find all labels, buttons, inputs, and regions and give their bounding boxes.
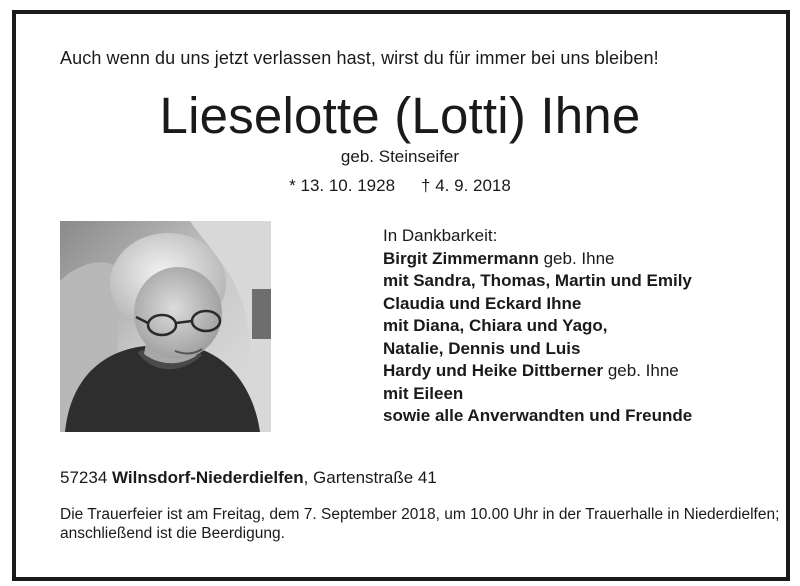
ceremony-info: Die Trauerfeier ist am Freitag, dem 7. September 2018, um 10.00 Uhr in der Trauerhalle in Niederdielfen; anschließend ist die Beerdigung.: [60, 506, 780, 542]
maiden-name: geb. Steinseifer: [340, 147, 460, 166]
motto-text: Auch wenn du uns jetzt verlassen hast, wirst du für immer bei uns bleiben!: [60, 48, 659, 68]
mourner-line: mit Eileen: [383, 383, 464, 403]
birth-date: * 13. 10. 1928: [289, 176, 396, 195]
address-street: , Gartenstraße 41: [303, 468, 437, 487]
mourner-line: Birgit Zimmermann geb. Ihne: [383, 248, 615, 268]
mourners-heading: In Dankbarkeit:: [383, 226, 498, 245]
address-town: Wilnsdorf-Niederdielfen: [112, 468, 304, 487]
mourners-list: [383, 225, 692, 428]
portrait-photo: [60, 221, 271, 432]
mourner-line: mit Sandra, Thomas, Martin und Emily: [383, 271, 692, 290]
mourner-line: Hardy und Heike Dittberner geb. Ihne: [383, 361, 679, 380]
death-date: † 4. 9. 2018: [421, 176, 511, 195]
address: [60, 468, 437, 488]
life-dates: [0, 176, 800, 196]
mourner-line: mit Diana, Chiara und Yago,: [383, 316, 608, 335]
deceased-name: Lieselotte (Lotti) Ihne: [159, 87, 641, 144]
mourner-line: Natalie, Dennis und Luis: [383, 338, 581, 358]
mourner-line: Claudia und Eckard Ihne: [383, 293, 582, 313]
address-zip: 57234: [60, 468, 108, 487]
mourner-line: sowie alle Anverwandten und Freunde: [383, 406, 693, 425]
